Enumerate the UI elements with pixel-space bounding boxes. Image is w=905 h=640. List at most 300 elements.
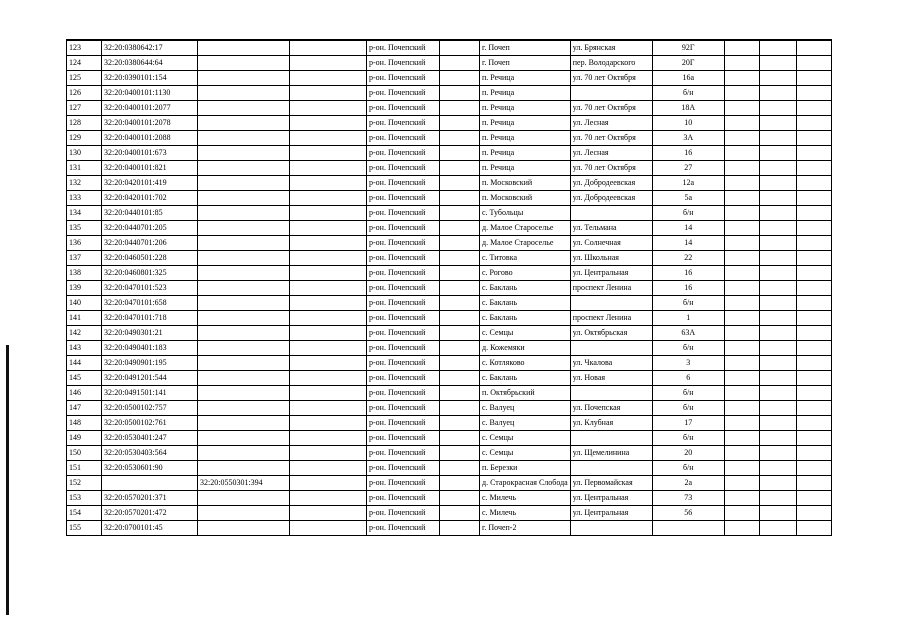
empty-cell (759, 131, 796, 146)
house-number-cell: 5а (652, 191, 724, 206)
cadastral-number: 32:20:0420101:702 (102, 191, 198, 206)
empty-cell (440, 386, 480, 401)
district-cell: р-он. Почепский (367, 311, 440, 326)
table-row (67, 401, 832, 416)
street-cell: ул. Солнечная (570, 236, 652, 251)
empty-cell (759, 506, 796, 521)
empty-cell (724, 461, 759, 476)
row-number: 125 (67, 71, 102, 86)
table-row (67, 176, 832, 191)
street-cell (570, 461, 652, 476)
table-row (67, 386, 832, 401)
cadastral-number: 32:20:0490901:195 (102, 356, 198, 371)
table-row (67, 491, 832, 506)
house-number-cell: 16а (652, 71, 724, 86)
empty-cell (759, 236, 796, 251)
row-number: 130 (67, 146, 102, 161)
house-number-cell: 3 (652, 356, 724, 371)
empty-cell (759, 56, 796, 71)
cadastral-number-alt (198, 191, 290, 206)
settlement-cell: с. Котляково (480, 356, 571, 371)
empty-cell (796, 326, 831, 341)
district-cell: р-он. Почепский (367, 40, 440, 56)
empty-cell (796, 371, 831, 386)
empty-cell (796, 416, 831, 431)
empty-cell (724, 56, 759, 71)
empty-cell (440, 116, 480, 131)
cadastral-number: 32:20:0470101:523 (102, 281, 198, 296)
table-row (67, 131, 832, 146)
house-number-cell: 56 (652, 506, 724, 521)
settlement-cell: п. Речица (480, 116, 571, 131)
row-number: 131 (67, 161, 102, 176)
district-cell: р-он. Почепский (367, 371, 440, 386)
house-number-cell: 3А (652, 131, 724, 146)
registry-table-body (67, 40, 832, 536)
cadastral-number-alt (198, 431, 290, 446)
empty-cell (759, 476, 796, 491)
settlement-cell: д. Кожемяки (480, 341, 571, 356)
empty-cell (724, 71, 759, 86)
district-cell: р-он. Почепский (367, 476, 440, 491)
table-row (67, 56, 832, 71)
row-number: 147 (67, 401, 102, 416)
empty-cell (759, 191, 796, 206)
table-row (67, 341, 832, 356)
house-number-cell: 16 (652, 146, 724, 161)
street-cell: ул. 70 лет Октября (570, 131, 652, 146)
cadastral-number: 32:20:0700101:45 (102, 521, 198, 536)
settlement-cell: г. Почеп (480, 40, 571, 56)
table-row (67, 86, 832, 101)
empty-cell (796, 476, 831, 491)
row-number: 136 (67, 236, 102, 251)
cadastral-number: 32:20:0400101:673 (102, 146, 198, 161)
empty-cell (290, 146, 367, 161)
empty-cell (759, 521, 796, 536)
district-cell: р-он. Почепский (367, 416, 440, 431)
district-cell: р-он. Почепский (367, 341, 440, 356)
empty-cell (759, 461, 796, 476)
district-cell: р-он. Почепский (367, 146, 440, 161)
row-number: 143 (67, 341, 102, 356)
row-number: 150 (67, 446, 102, 461)
district-cell: р-он. Почепский (367, 506, 440, 521)
cadastral-number-alt (198, 221, 290, 236)
cadastral-number: 32:20:0570201:371 (102, 491, 198, 506)
house-number-cell: 6 (652, 371, 724, 386)
empty-cell (440, 71, 480, 86)
cadastral-number-alt (198, 491, 290, 506)
house-number-cell: 20Г (652, 56, 724, 71)
street-cell: ул. Лесная (570, 146, 652, 161)
cadastral-number: 32:20:0500102:757 (102, 401, 198, 416)
cadastral-number-alt (198, 446, 290, 461)
empty-cell (724, 221, 759, 236)
street-cell: ул. Первомайская (570, 476, 652, 491)
empty-cell (724, 101, 759, 116)
empty-cell (796, 521, 831, 536)
empty-cell (724, 521, 759, 536)
settlement-cell: с. Баклань (480, 296, 571, 311)
empty-cell (724, 176, 759, 191)
settlement-cell: г. Почеп-2 (480, 521, 571, 536)
cadastral-number-alt (198, 326, 290, 341)
settlement-cell: п. Речица (480, 161, 571, 176)
empty-cell (290, 131, 367, 146)
empty-cell (796, 506, 831, 521)
street-cell (570, 431, 652, 446)
table-row (67, 281, 832, 296)
empty-cell (724, 311, 759, 326)
empty-cell (440, 221, 480, 236)
settlement-cell: с. Валуец (480, 401, 571, 416)
cadastral-number: 32:20:0420101:419 (102, 176, 198, 191)
cadastral-number: 32:20:0491501:141 (102, 386, 198, 401)
table-row (67, 431, 832, 446)
empty-cell (759, 101, 796, 116)
empty-cell (440, 86, 480, 101)
street-cell: ул. 70 лет Октября (570, 71, 652, 86)
settlement-cell: с. Валуец (480, 416, 571, 431)
empty-cell (759, 431, 796, 446)
empty-cell (440, 40, 480, 56)
street-cell: ул. Щемелинина (570, 446, 652, 461)
empty-cell (724, 326, 759, 341)
cadastral-number-alt (198, 506, 290, 521)
empty-cell (440, 431, 480, 446)
row-number: 124 (67, 56, 102, 71)
cadastral-number: 32:20:0470101:718 (102, 311, 198, 326)
cadastral-number-alt (198, 521, 290, 536)
house-number-cell: 63А (652, 326, 724, 341)
empty-cell (290, 86, 367, 101)
empty-cell (759, 116, 796, 131)
empty-cell (290, 461, 367, 476)
settlement-cell: с. Семцы (480, 326, 571, 341)
empty-cell (440, 476, 480, 491)
table-row (67, 40, 832, 56)
table-row (67, 521, 832, 536)
empty-cell (290, 326, 367, 341)
empty-cell (290, 281, 367, 296)
empty-cell (440, 461, 480, 476)
cadastral-number-alt (198, 71, 290, 86)
table-row (67, 296, 832, 311)
street-cell: ул. Почепская (570, 401, 652, 416)
table-row (67, 236, 832, 251)
empty-cell (796, 221, 831, 236)
empty-cell (796, 266, 831, 281)
empty-cell (724, 296, 759, 311)
empty-cell (759, 311, 796, 326)
district-cell: р-он. Почепский (367, 206, 440, 221)
row-number: 148 (67, 416, 102, 431)
district-cell: р-он. Почепский (367, 356, 440, 371)
cadastral-number: 32:20:0460801:325 (102, 266, 198, 281)
empty-cell (290, 521, 367, 536)
settlement-cell: г. Почеп (480, 56, 571, 71)
row-number: 129 (67, 131, 102, 146)
row-number: 126 (67, 86, 102, 101)
row-number: 123 (67, 40, 102, 56)
empty-cell (759, 266, 796, 281)
empty-cell (796, 146, 831, 161)
house-number-cell: 92Г (652, 40, 724, 56)
table-row (67, 116, 832, 131)
cadastral-number: 32:20:0440701:205 (102, 221, 198, 236)
empty-cell (759, 176, 796, 191)
row-number: 132 (67, 176, 102, 191)
empty-cell (724, 491, 759, 506)
empty-cell (724, 281, 759, 296)
row-number: 141 (67, 311, 102, 326)
empty-cell (290, 506, 367, 521)
row-number: 149 (67, 431, 102, 446)
district-cell: р-он. Почепский (367, 446, 440, 461)
settlement-cell: п. Речица (480, 131, 571, 146)
house-number-cell: 14 (652, 221, 724, 236)
cadastral-number: 32:20:0380644:64 (102, 56, 198, 71)
district-cell: р-он. Почепский (367, 386, 440, 401)
district-cell: р-он. Почепский (367, 521, 440, 536)
cadastral-number: 32:20:0400101:2078 (102, 116, 198, 131)
empty-cell (724, 116, 759, 131)
empty-cell (440, 281, 480, 296)
empty-cell (290, 161, 367, 176)
empty-cell (796, 401, 831, 416)
row-number: 135 (67, 221, 102, 236)
district-cell: р-он. Почепский (367, 176, 440, 191)
empty-cell (724, 251, 759, 266)
house-number-cell: 16 (652, 281, 724, 296)
empty-cell (759, 40, 796, 56)
empty-cell (290, 236, 367, 251)
empty-cell (290, 221, 367, 236)
empty-cell (440, 236, 480, 251)
scan-edge-mark (6, 345, 9, 615)
cadastral-number-alt (198, 416, 290, 431)
empty-cell (759, 161, 796, 176)
empty-cell (759, 356, 796, 371)
row-number: 153 (67, 491, 102, 506)
table-row (67, 71, 832, 86)
cadastral-number: 32:20:0500102:761 (102, 416, 198, 431)
empty-cell (290, 491, 367, 506)
empty-cell (440, 491, 480, 506)
settlement-cell: с. Титовка (480, 251, 571, 266)
cadastral-number-alt: 32:20:0550301:394 (198, 476, 290, 491)
street-cell: ул. Центральная (570, 266, 652, 281)
empty-cell (290, 311, 367, 326)
row-number: 145 (67, 371, 102, 386)
empty-cell (724, 401, 759, 416)
cadastral-number-alt (198, 206, 290, 221)
street-cell (570, 341, 652, 356)
row-number: 139 (67, 281, 102, 296)
table-row (67, 221, 832, 236)
empty-cell (440, 296, 480, 311)
district-cell: р-он. Почепский (367, 56, 440, 71)
empty-cell (724, 371, 759, 386)
cadastral-number: 32:20:0400101:821 (102, 161, 198, 176)
empty-cell (290, 446, 367, 461)
empty-cell (724, 40, 759, 56)
cadastral-number: 32:20:0530601:90 (102, 461, 198, 476)
cadastral-number: 32:20:0440101:85 (102, 206, 198, 221)
empty-cell (724, 341, 759, 356)
street-cell: пер. Володарского (570, 56, 652, 71)
empty-cell (440, 56, 480, 71)
empty-cell (290, 356, 367, 371)
cadastral-number-alt (198, 146, 290, 161)
empty-cell (290, 386, 367, 401)
table-row (67, 326, 832, 341)
table-row (67, 161, 832, 176)
house-number-cell: 1 (652, 311, 724, 326)
cadastral-number-alt (198, 131, 290, 146)
house-number-cell: б/н (652, 206, 724, 221)
table-row (67, 101, 832, 116)
street-cell (570, 206, 652, 221)
cadastral-number-alt (198, 401, 290, 416)
street-cell: ул. Новая (570, 371, 652, 386)
house-number-cell: 16 (652, 266, 724, 281)
empty-cell (440, 176, 480, 191)
empty-cell (440, 521, 480, 536)
cadastral-number: 32:20:0390101:154 (102, 71, 198, 86)
empty-cell (796, 40, 831, 56)
settlement-cell: с. Баклань (480, 281, 571, 296)
cadastral-number-alt (198, 266, 290, 281)
district-cell: р-он. Почепский (367, 281, 440, 296)
cadastral-number-alt (198, 296, 290, 311)
empty-cell (440, 356, 480, 371)
empty-cell (796, 281, 831, 296)
property-registry-table (66, 39, 832, 536)
empty-cell (724, 206, 759, 221)
cadastral-number-alt (198, 386, 290, 401)
empty-cell (759, 71, 796, 86)
empty-cell (724, 506, 759, 521)
street-cell: ул. Клубная (570, 416, 652, 431)
cadastral-number-alt (198, 86, 290, 101)
empty-cell (796, 461, 831, 476)
street-cell: ул. Брянская (570, 40, 652, 56)
row-number: 151 (67, 461, 102, 476)
house-number-cell: 22 (652, 251, 724, 266)
district-cell: р-он. Почепский (367, 266, 440, 281)
empty-cell (796, 191, 831, 206)
table-row (67, 311, 832, 326)
settlement-cell: с. Семцы (480, 446, 571, 461)
cadastral-number: 32:20:0470101:658 (102, 296, 198, 311)
cadastral-number-alt (198, 251, 290, 266)
empty-cell (440, 311, 480, 326)
cadastral-number: 32:20:0460501:228 (102, 251, 198, 266)
cadastral-number: 32:20:0440701:206 (102, 236, 198, 251)
table-row (67, 206, 832, 221)
settlement-cell: с. Милечь (480, 491, 571, 506)
house-number-cell: 2а (652, 476, 724, 491)
empty-cell (759, 251, 796, 266)
cadastral-number-alt (198, 40, 290, 56)
district-cell: р-он. Почепский (367, 101, 440, 116)
empty-cell (724, 191, 759, 206)
row-number: 138 (67, 266, 102, 281)
empty-cell (724, 161, 759, 176)
cadastral-number (102, 476, 198, 491)
empty-cell (796, 101, 831, 116)
empty-cell (724, 476, 759, 491)
empty-cell (290, 56, 367, 71)
empty-cell (290, 101, 367, 116)
empty-cell (796, 71, 831, 86)
row-number: 152 (67, 476, 102, 491)
empty-cell (796, 341, 831, 356)
empty-cell (724, 86, 759, 101)
cadastral-number: 32:20:0380642:17 (102, 40, 198, 56)
district-cell: р-он. Почепский (367, 326, 440, 341)
street-cell (570, 521, 652, 536)
empty-cell (796, 116, 831, 131)
empty-cell (724, 266, 759, 281)
empty-cell (290, 431, 367, 446)
empty-cell (440, 206, 480, 221)
district-cell: р-он. Почепский (367, 296, 440, 311)
district-cell: р-он. Почепский (367, 191, 440, 206)
empty-cell (290, 296, 367, 311)
street-cell: ул. Октябрьская (570, 326, 652, 341)
district-cell: р-он. Почепский (367, 236, 440, 251)
empty-cell (724, 431, 759, 446)
empty-cell (724, 356, 759, 371)
empty-cell (440, 326, 480, 341)
street-cell: ул. 70 лет Октября (570, 161, 652, 176)
settlement-cell: п. Московский (480, 191, 571, 206)
empty-cell (796, 161, 831, 176)
cadastral-number-alt (198, 311, 290, 326)
empty-cell (290, 401, 367, 416)
cadastral-number-alt (198, 161, 290, 176)
table-row (67, 506, 832, 521)
street-cell: ул. Добродеевская (570, 191, 652, 206)
empty-cell (440, 101, 480, 116)
table-row (67, 251, 832, 266)
house-number-cell: 73 (652, 491, 724, 506)
empty-cell (440, 341, 480, 356)
settlement-cell: п. Октябрьский (480, 386, 571, 401)
settlement-cell: с. Милечь (480, 506, 571, 521)
empty-cell (796, 206, 831, 221)
cadastral-number-alt (198, 116, 290, 131)
street-cell: ул. Лесная (570, 116, 652, 131)
street-cell: ул. Добродеевская (570, 176, 652, 191)
settlement-cell: п. Речица (480, 86, 571, 101)
empty-cell (290, 341, 367, 356)
house-number-cell: б/н (652, 341, 724, 356)
empty-cell (759, 386, 796, 401)
house-number-cell: 20 (652, 446, 724, 461)
empty-cell (440, 371, 480, 386)
row-number: 140 (67, 296, 102, 311)
empty-cell (759, 341, 796, 356)
house-number-cell: 17 (652, 416, 724, 431)
cadastral-number-alt (198, 371, 290, 386)
district-cell: р-он. Почепский (367, 161, 440, 176)
empty-cell (440, 146, 480, 161)
empty-cell (796, 236, 831, 251)
